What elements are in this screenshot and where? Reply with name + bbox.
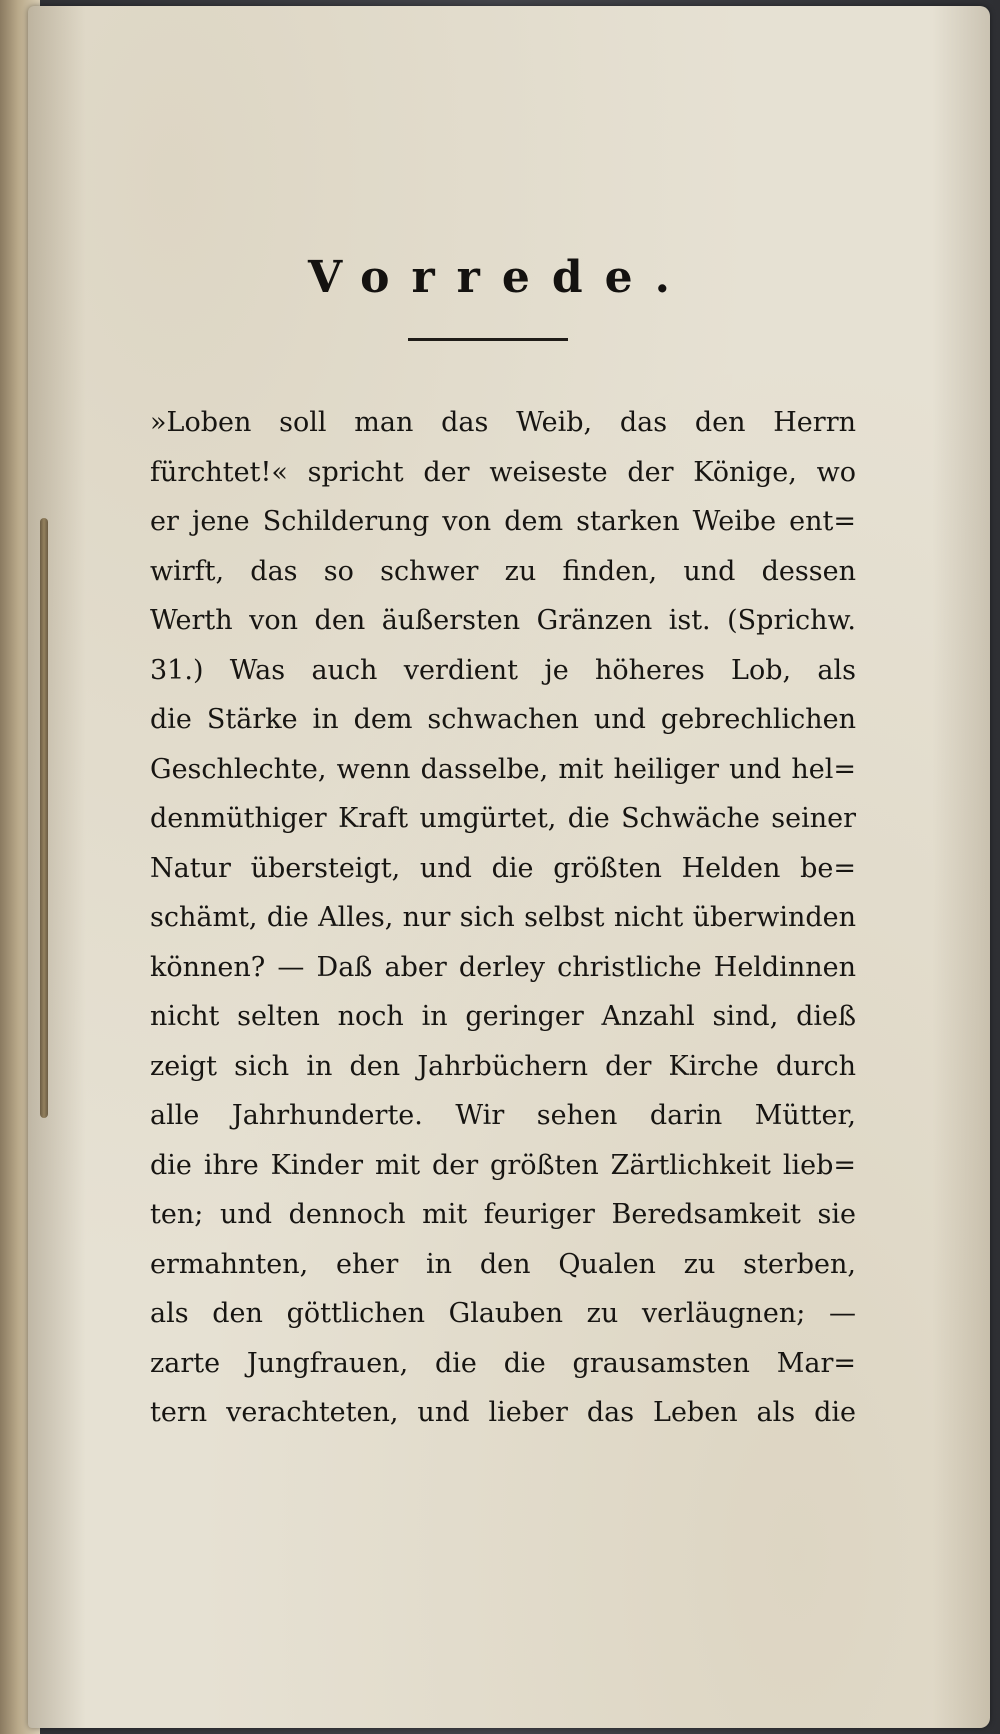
text-line: 31.) Was auch verdient je höheres Lob, als xyxy=(150,654,856,686)
text-line: zarte Jungfrauen, die die grausamsten Mar= xyxy=(150,1347,856,1379)
body-text xyxy=(150,398,856,1438)
text-line: Natur übersteigt, und die größten Helden be= xyxy=(150,852,856,884)
text-line: ermahnten, eher in den Qualen zu sterben, xyxy=(150,1248,856,1280)
text-line: alle Jahrhunderte. Wir sehen darin Mütter, xyxy=(150,1100,856,1131)
text-line: »Loben soll man das Weib, das den Herrn xyxy=(150,407,856,438)
text-line: als den göttlichen Glauben zu verläugnen; — xyxy=(150,1298,856,1329)
text-line: können? — Daß aber derley christliche Heldinnen xyxy=(150,951,856,983)
text-line: die ihre Kinder mit der größten Zärtlichkeit lieb= xyxy=(150,1149,856,1181)
text-line: er jene Schilderung von dem starken Weibe ent= xyxy=(150,506,856,537)
text-line: tern verachteten, und lieber das Leben als die xyxy=(150,1397,856,1428)
text-line: fürchtet!« spricht der weiseste der Könige, wo xyxy=(150,456,856,488)
heading-rule xyxy=(408,338,568,341)
text-line: denmüthiger Kraft umgürtet, die Schwäche seiner xyxy=(150,803,856,834)
text-line: die Stärke in dem schwachen und gebrechlichen xyxy=(150,704,856,735)
binding-thread xyxy=(40,518,48,1118)
text-line: zeigt sich in den Jahrbüchern der Kirche durch xyxy=(150,1050,856,1082)
text-line: ten; und dennoch mit feuriger Beredsamkeit sie xyxy=(150,1199,856,1230)
text-line: Werth von den äußersten Gränzen ist. (Sprichw. xyxy=(150,605,856,636)
text-line: wirft, das so schwer zu finden, und dessen xyxy=(150,555,856,587)
text-line: nicht selten noch in geringer Anzahl sind, dieß xyxy=(150,1001,856,1032)
page-heading: Vorrede. xyxy=(308,252,692,303)
text-line: schämt, die Alles, nur sich selbst nicht überwinden xyxy=(150,902,856,933)
text-line: Geschlechte, wenn dasselbe, mit heiliger und hel= xyxy=(150,753,856,785)
